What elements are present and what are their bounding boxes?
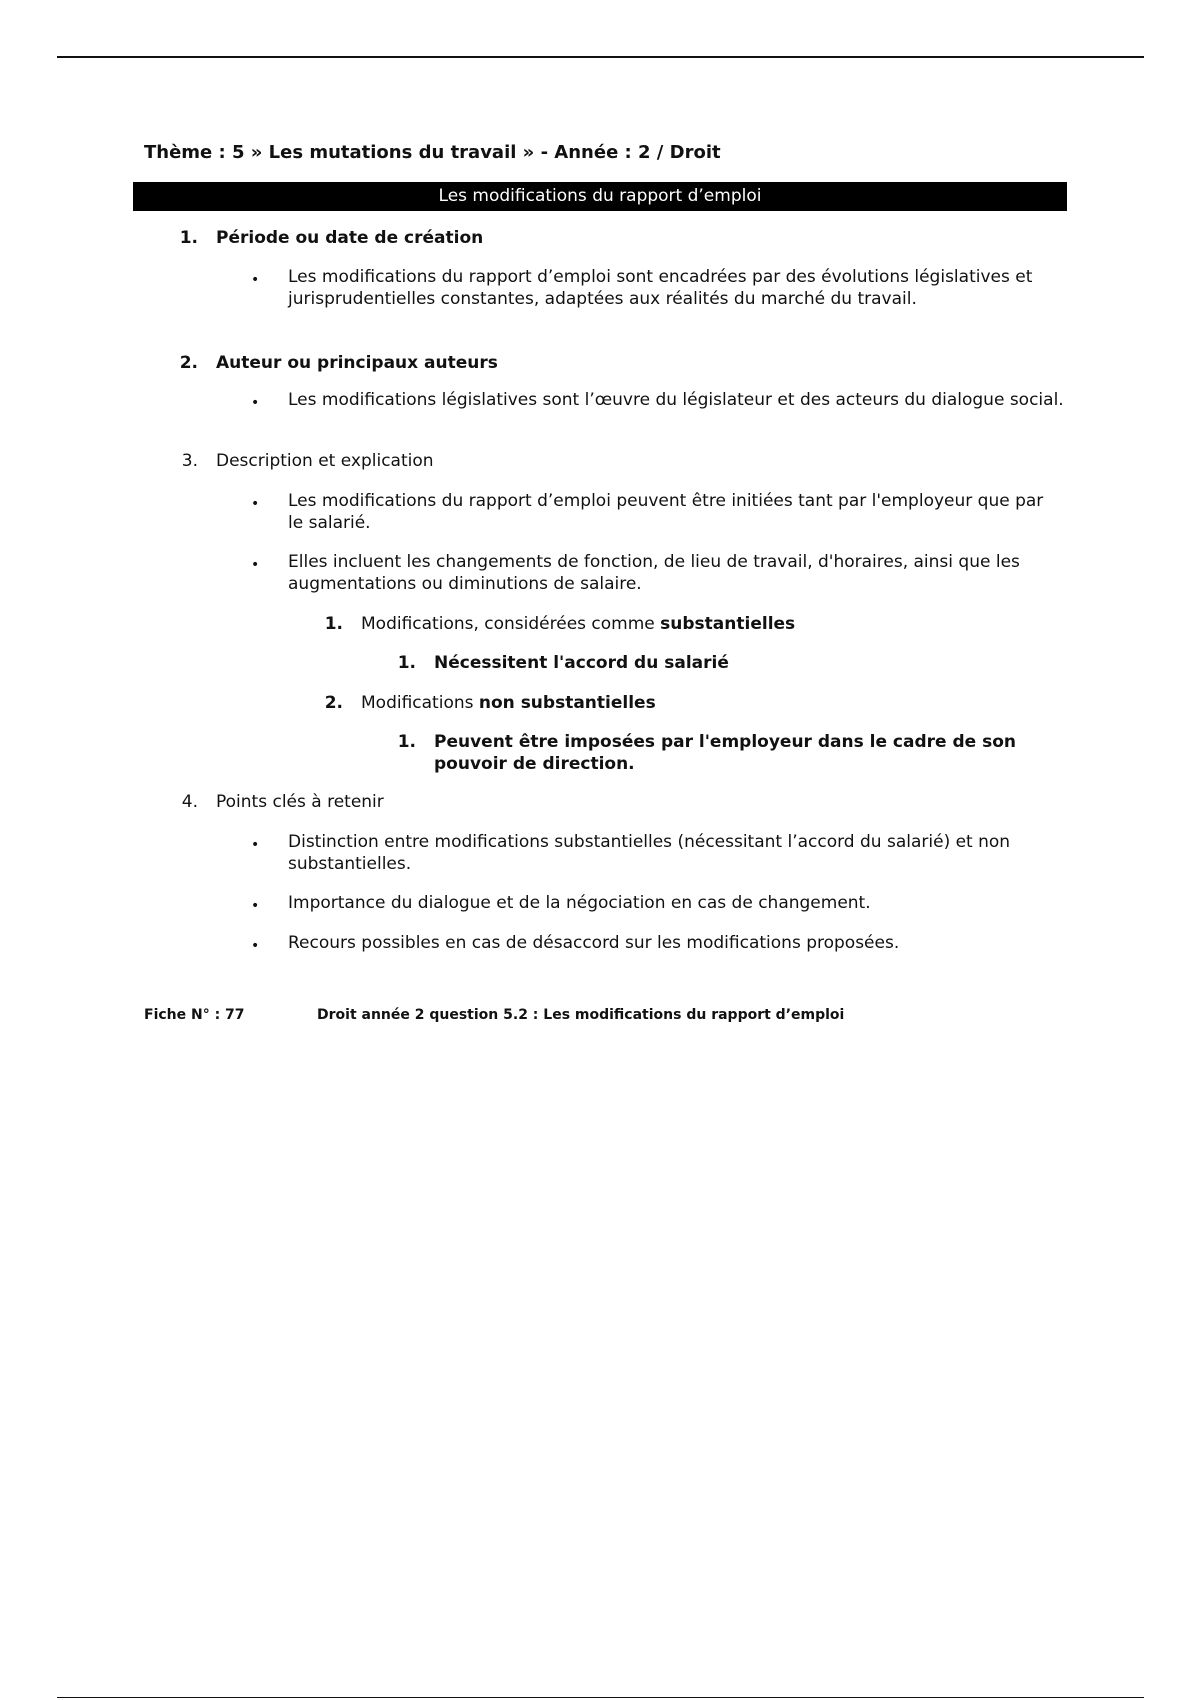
section-4-bullet-1: Distinction entre modifications substantielles (nécessitant l’accord du salarié) et non substantielles. xyxy=(288,832,1011,874)
sublist-2-child-number: 1. xyxy=(397,732,416,752)
bullet-glyph: • xyxy=(251,272,260,288)
section-4-bullet-2: Importance du dialogue et de la négociation en cas de changement. xyxy=(288,893,871,913)
section-4-number: 4. xyxy=(181,792,198,812)
sublist-1-child-text: Nécessitent l'accord du salarié xyxy=(434,653,729,673)
bullet-glyph: • xyxy=(251,898,260,914)
sublist-2-bold: non substantielles xyxy=(478,693,656,713)
section-2-bullet-1: Les modifications législatives sont l’œuvre du législateur et des acteurs du dialogue social. xyxy=(288,390,1064,410)
sublist-1-text xyxy=(361,613,795,635)
sublist-1-number: 1. xyxy=(324,614,343,634)
sublist-2-text xyxy=(361,692,656,714)
top-rule xyxy=(57,56,1144,58)
sublist-1-plain: Modifications, considérées comme xyxy=(361,614,661,634)
section-3-bullet-2: Elles incluent les changements de fonction, de lieu de travail, d'horaires, ainsi que les augmentations ou diminutions de salaire. xyxy=(288,552,1020,594)
section-1-number: 1. xyxy=(179,228,198,248)
footer-reference: Droit année 2 question 5.2 : Les modifications du rapport d’emploi xyxy=(317,1007,845,1023)
theme-header: Thème : 5 » Les mutations du travail » - Année : 2 / Droit xyxy=(144,142,721,163)
section-2-heading: Auteur ou principaux auteurs xyxy=(216,353,498,373)
sublist-1-child-number: 1. xyxy=(397,653,416,673)
sublist-2-plain: Modifications xyxy=(361,693,479,713)
bottom-rule xyxy=(57,1697,1144,1698)
section-1-heading: Période ou date de création xyxy=(216,228,484,248)
section-3-number: 3. xyxy=(181,451,198,471)
sublist-2-child-text: Peuvent être imposées par l'employeur dans le cadre de son pouvoir de direction. xyxy=(434,732,1016,774)
bullet-glyph: • xyxy=(251,837,260,853)
bullet-glyph: • xyxy=(251,395,260,411)
footer-fiche-number: Fiche N° : 77 xyxy=(144,1007,245,1023)
title-bar: Les modifications du rapport d’emploi xyxy=(133,182,1067,211)
section-2-number: 2. xyxy=(179,353,198,373)
section-4-bullet-3: Recours possibles en cas de désaccord sur les modifications proposées. xyxy=(288,933,900,953)
bullet-glyph: • xyxy=(251,938,260,954)
section-1-bullet-1: Les modifications du rapport d’emploi sont encadrées par des évolutions législatives et jurisprudentielles constantes, adaptées aux réalités du marché du travail. xyxy=(288,267,1033,309)
sublist-2-number: 2. xyxy=(324,693,343,713)
section-3-bullet-1: Les modifications du rapport d’emploi peuvent être initiées tant par l'employeur que par le salarié. xyxy=(288,491,1044,533)
bullet-glyph: • xyxy=(251,496,260,512)
section-3-heading: Description et explication xyxy=(216,451,434,471)
bullet-glyph: • xyxy=(251,557,260,573)
sublist-1-bold: substantielles xyxy=(660,614,796,634)
section-4-heading: Points clés à retenir xyxy=(216,792,384,812)
